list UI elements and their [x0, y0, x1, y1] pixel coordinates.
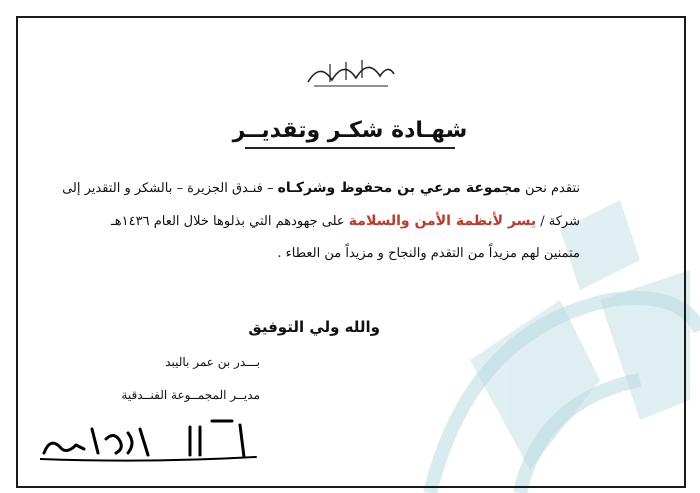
signer-title: مديــر المجمــوعة الفنــدقية [121, 388, 260, 402]
line2-prefix: شركة / [540, 214, 580, 229]
line1-prefix: نتقدم نحن [524, 181, 580, 196]
honoree-name: يسر لأنظمة الأمن والسلامة [348, 213, 537, 229]
title-underline [245, 147, 455, 149]
body-line-3: متمنين لهم مزيداً من التقدم والنجاح و مزيداً من العطاء . [277, 246, 580, 261]
closing-phrase: والله ولي التوفيق [248, 318, 380, 336]
line1-suffix: – فنـدق الجزيرة – بالشكر و التقدير إلى [62, 181, 274, 196]
company-name: مجموعة مرعي بن محفوظ وشركـاه [277, 180, 521, 196]
body-line-2 [111, 213, 580, 229]
certificate-title: شهـادة شكـر وتقديــر [232, 118, 468, 143]
signer-name: بـــدر بن عمر باليبد [165, 355, 260, 369]
line2-suffix: على جهودهم التي بذلوها خلال العام ١٤٣٦هـ [110, 214, 345, 229]
body-line-1 [62, 180, 580, 196]
